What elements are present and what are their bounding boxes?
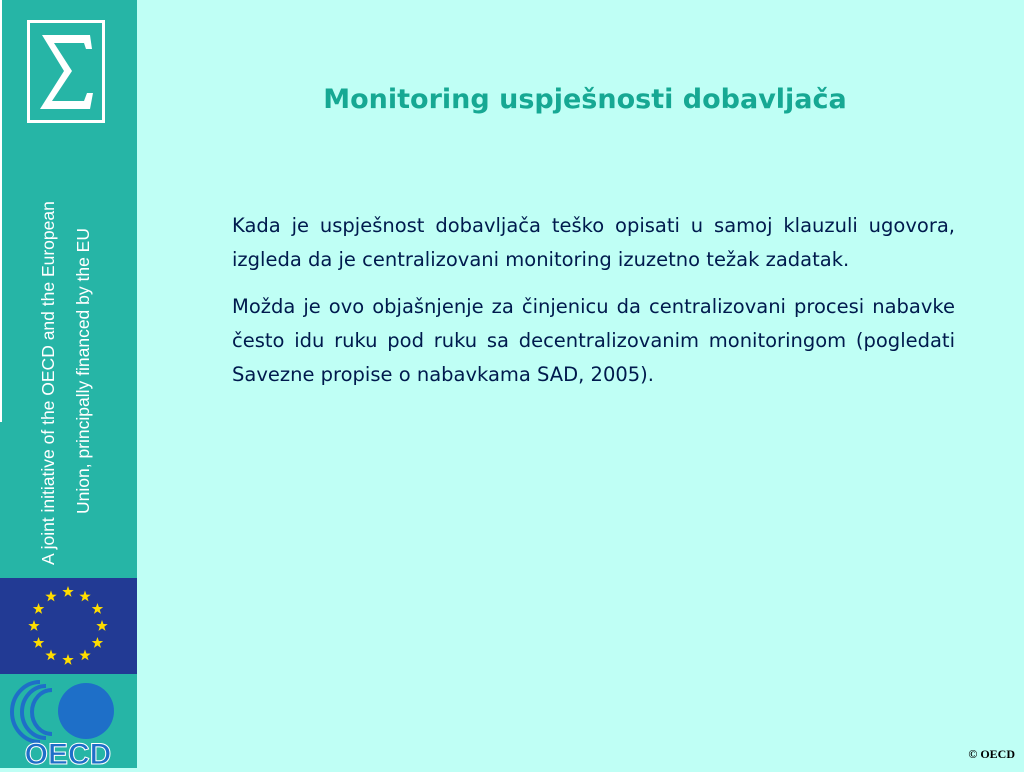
eu-star-icon — [96, 620, 107, 631]
slide-title: Monitoring uspješnosti dobavljača — [323, 84, 847, 115]
eu-star-icon — [28, 620, 39, 631]
eu-star-icon — [62, 654, 73, 665]
oecd-logo — [0, 674, 137, 768]
slide-body — [232, 209, 955, 405]
eu-star-icon — [45, 649, 56, 660]
sigma-glyph-icon — [40, 35, 93, 109]
eu-stars-icon — [0, 578, 137, 674]
oecd-arc-icon — [12, 682, 40, 742]
eu-flag-logo — [0, 578, 137, 674]
sigma-logo — [27, 20, 105, 123]
sidebar-divider — [0, 0, 2, 422]
body-paragraph-2: Možda je ovo objašnjenje za činjenicu da centralizovani procesi nabavke često idu ruku pod ruku sa decentralizovanim monitoringom (pogledati Savezne propise o nabavkama SAD, 2005). — [232, 295, 955, 386]
sidebar-vertical-text-1: A joint initiative of the OECD and the European — [38, 201, 58, 565]
oecd-logo-text: OECD — [24, 738, 112, 768]
eu-star-icon — [33, 603, 44, 614]
eu-star-icon — [45, 591, 56, 602]
eu-star-icon — [33, 637, 44, 648]
eu-star-icon — [79, 649, 90, 660]
oecd-circle-icon — [58, 683, 114, 739]
sidebar-vertical-text-2: Union, principally financed by the EU — [73, 228, 93, 514]
eu-star-icon — [62, 586, 73, 597]
sidebar — [0, 0, 137, 768]
copyright-notice: © OECD — [968, 747, 1015, 761]
eu-star-icon — [92, 637, 103, 648]
eu-star-icon — [79, 591, 90, 602]
eu-star-icon — [92, 603, 103, 614]
body-paragraph-1: Kada je uspješnost dobavljača teško opisati u samoj klauzuli ugovora, izgleda da je centralizovani monitoring izuzetno težak zadatak. — [232, 214, 955, 271]
oecd-arc-icon — [32, 690, 52, 734]
